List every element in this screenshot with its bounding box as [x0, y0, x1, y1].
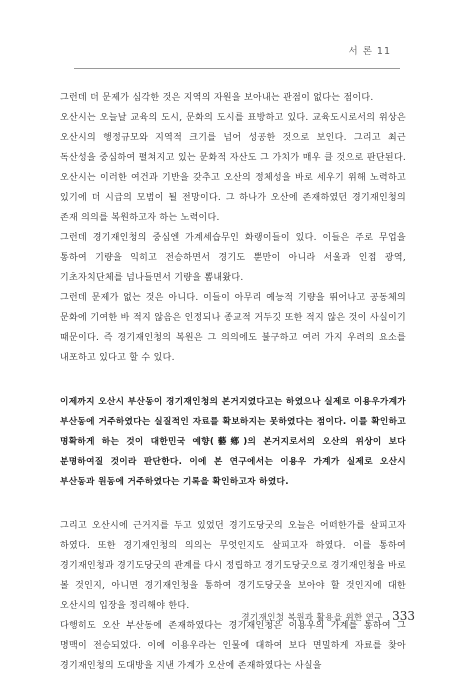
paragraph-gap [60, 492, 406, 516]
header-label: 서 론 11 [348, 46, 391, 57]
footer-title: 경기재인청 복원과 활용을 위한 연구 [241, 613, 383, 623]
paragraph: 그런데 경기재인청의 중심엔 가계세습무인 화랭이들이 있다. 이들은 주로 무업을 통하여 기량을 익히고 전승하면서 경기도 뿐만이 아니라 서울과 인접 광역, 기초자치단체를 넘나들면서 기량을 뽐내왔다. [60, 233, 406, 283]
bold-paragraph: 이제까지 오산시 부산동이 경기재인청의 본거지였다고는 하였으나 실제로 이용우가계가 부산동에 거주하였다는 실질적인 자료를 확보하지는 못하였다는 점이다. 이를 확인하고 명확하게 하는 것이 대한민국 예향(藝鄕)의 본거지로서의 오산의 위상이 보다 분명하여질 것이라 판단한다. 이에 본 연구에서는 이용우 가계가 실제로 오산시 부산동과 원동에 거주하였다는 기록을 확인하고자 하였다. [60, 397, 406, 487]
paragraph: 그런데 문제가 없는 것은 아니다. 이들이 아무리 예능적 기량을 뛰어나고 공동체의 문화에 기여한 바 적지 않음은 인정되나 종교적 거두깃 또한 적지 않은 것이 사실이기 때문이다. 즉 경기재인청의 복원은 그 의의에도 불구하고 여러 가지 우려의 요소를 내포하고 있다고 할 수 있다. [60, 293, 406, 363]
paragraph: 그런데 더 문제가 심각한 것은 지역의 자원을 보아내는 관점이 없다는 점이다. [60, 93, 374, 103]
paragraph: 그리고 오산시에 근거지를 두고 있었던 경기도당굿의 오늘은 어떠한가를 살피고자 하였다. 또한 경기재인청의 의의는 무엇인지도 살피고자 하였다. 이를 통하여 경기재인청과 경기도당굿의 관계를 다시 정립하고 경기도당굿으로 경기재인청을 바로 볼 것인지, 아니면 경기재인청을 통하여 경기도당굿을 보아야 할 것인지에 대한 오산시의 입장을 정리해야 한다. [60, 521, 406, 611]
page-footer [241, 605, 415, 624]
body-text [60, 88, 406, 676]
header-rule [74, 68, 400, 69]
paragraph-gap [60, 368, 406, 392]
page-number: 333 [392, 609, 415, 623]
running-header [0, 46, 473, 76]
paragraph: 다행히도 오산 부산동에 존재하였다는 경기재인청은 이용우의 가계를 통하여 그 명맥이 전승되었다. 이에 이용우라는 인물에 대하여 보다 면밀하게 자료를 찾아 경기재인청의 도대방을 지낸 가계가 오산에 존재하였다는 사실을 [60, 621, 406, 671]
paragraph: 오산시는 오늘날 교육의 도시, 문화의 도시를 표방하고 있다. 교육도시로서의 위상은 오산시의 행정규모와 지역적 크기를 넘어 성공한 것으로 보인다. 그리고 최근 독산성을 중심하여 펼쳐지고 있는 문화적 자산도 그 가치가 매우 클 것으로 판단된다. 오산시는 이러한 여건과 기반을 갖추고 오산의 정체성을 바로 세우기 위해 노력하고 있기에 더 시급의 모범이 될 전망이다. 그 하나가 오산에 존재하였던 경기재인청의 존재 의의를 복원하고자 하는 노력이다. [60, 113, 406, 223]
